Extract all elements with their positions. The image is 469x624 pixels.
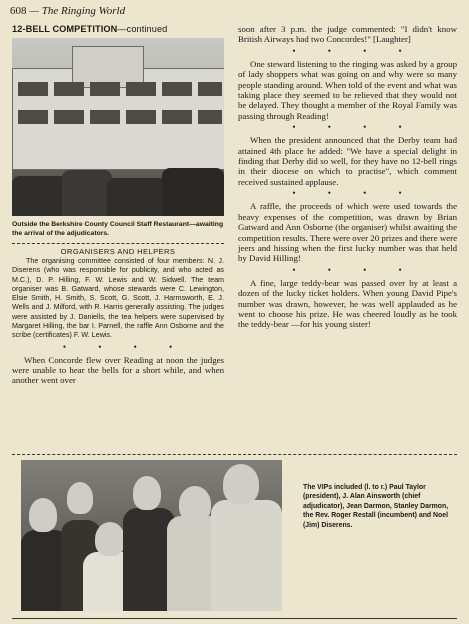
vip-group-photo [21,460,282,611]
running-title: — The Ringing World [29,5,126,17]
photo-caption: Outside the Berkshire County Council Staff Restaurant—awaiting the arrival of the adjudicators. [12,221,224,237]
page-header [10,5,460,17]
organisers-paragraph: The organising committee consisted of four members: N. J. Diserens (who was responsible for publicity, and who acted as M.C.), D. P. Hilling, F. W. Lewis and W. Sidwell. The team organiser was B. Gatward, whose stewards were C. Lewington, Elsie Smith, H. Smith, S. Scott, G. Scott, J. Harmsworth, E. J. Wells and J. Milford, with R. Harris generally assisting. The judges were assisted by J. Daniells, the tea helpers were supervised by Margaret Hilling, the bar I. Parnell, the raffle Ann Osborne and the scribe (certificates) F. W. Lewis. [12,257,224,340]
organisers-heading: ORGANISERS AND HELPERS [60,247,176,256]
bottom-divider [12,454,457,455]
page-number: 608 [10,5,27,17]
bullet-separator: • • • • [292,188,417,199]
bullet-separator: • • • • [292,122,417,133]
bullet-separator: • • • • [292,264,417,275]
paragraph-derby: When the president announced that the Derby team had attained 4th place he added: "We have a special delight in finding that Derby did so well, for they have no 12-bell rings in their diocese on which to practise", which comment received sustained applause. [238,135,457,187]
right-column [238,24,457,330]
section-title [12,24,224,34]
left-column [12,24,224,386]
section-title-suffix: —continued [117,24,168,34]
concorde-paragraph: When Concorde flew over Reading at noon the judges were unable to hear the bells for a short while, and when another went over [12,354,224,386]
bottom-rule [12,618,457,619]
section-divider [12,243,224,244]
section-title-main: 12-BELL COMPETITION [12,24,118,34]
bullet-separator: • • • • [292,45,417,56]
building-photo [12,38,224,216]
vip-caption: The VIPs included (l. to r.) Paul Taylor (president), J. Alan Ainsworth (chief adjudicator), Jean Darmon, Stanley Darmon, the Rev. Roger Restall (incumbent) and Noel (Jim) Diserens. [303,484,449,529]
bullet-separator: • • • • [62,341,188,352]
paragraph-concordes: soon after 3 p.m. the judge commented: "I didn't know British Airways had two Concordes!" [Laughter] [238,24,457,45]
paragraph-raffle: A raffle, the proceeds of which were used towards the heavy expenses of the competition, was drawn by Brian Gatward and Ann Osborne (the organiser) whilst awaiting the competition results. There were over 20 prizes and there were jeers and hissing when the first lucky number was that held by David Hilling! [238,201,457,264]
paragraph-teddy-bear: A fine, large teddy-bear was passed over by at least a dozen of the lucky ticket holders. When young David Pipe's number was drawn, however, he was well applauded as he went to choose his prize. He was cheered loudly as he took the teddy-bear —for his young sister! [238,277,457,330]
paragraph-steward: One steward listening to the ringing was asked by a group of lady shoppers what was going on and why were so many people standing around. When told of the event and what was taking place they seemed to be relieved that they would not be delayed. They thought a member of the Royal Family was passing through Reading! [238,58,457,121]
